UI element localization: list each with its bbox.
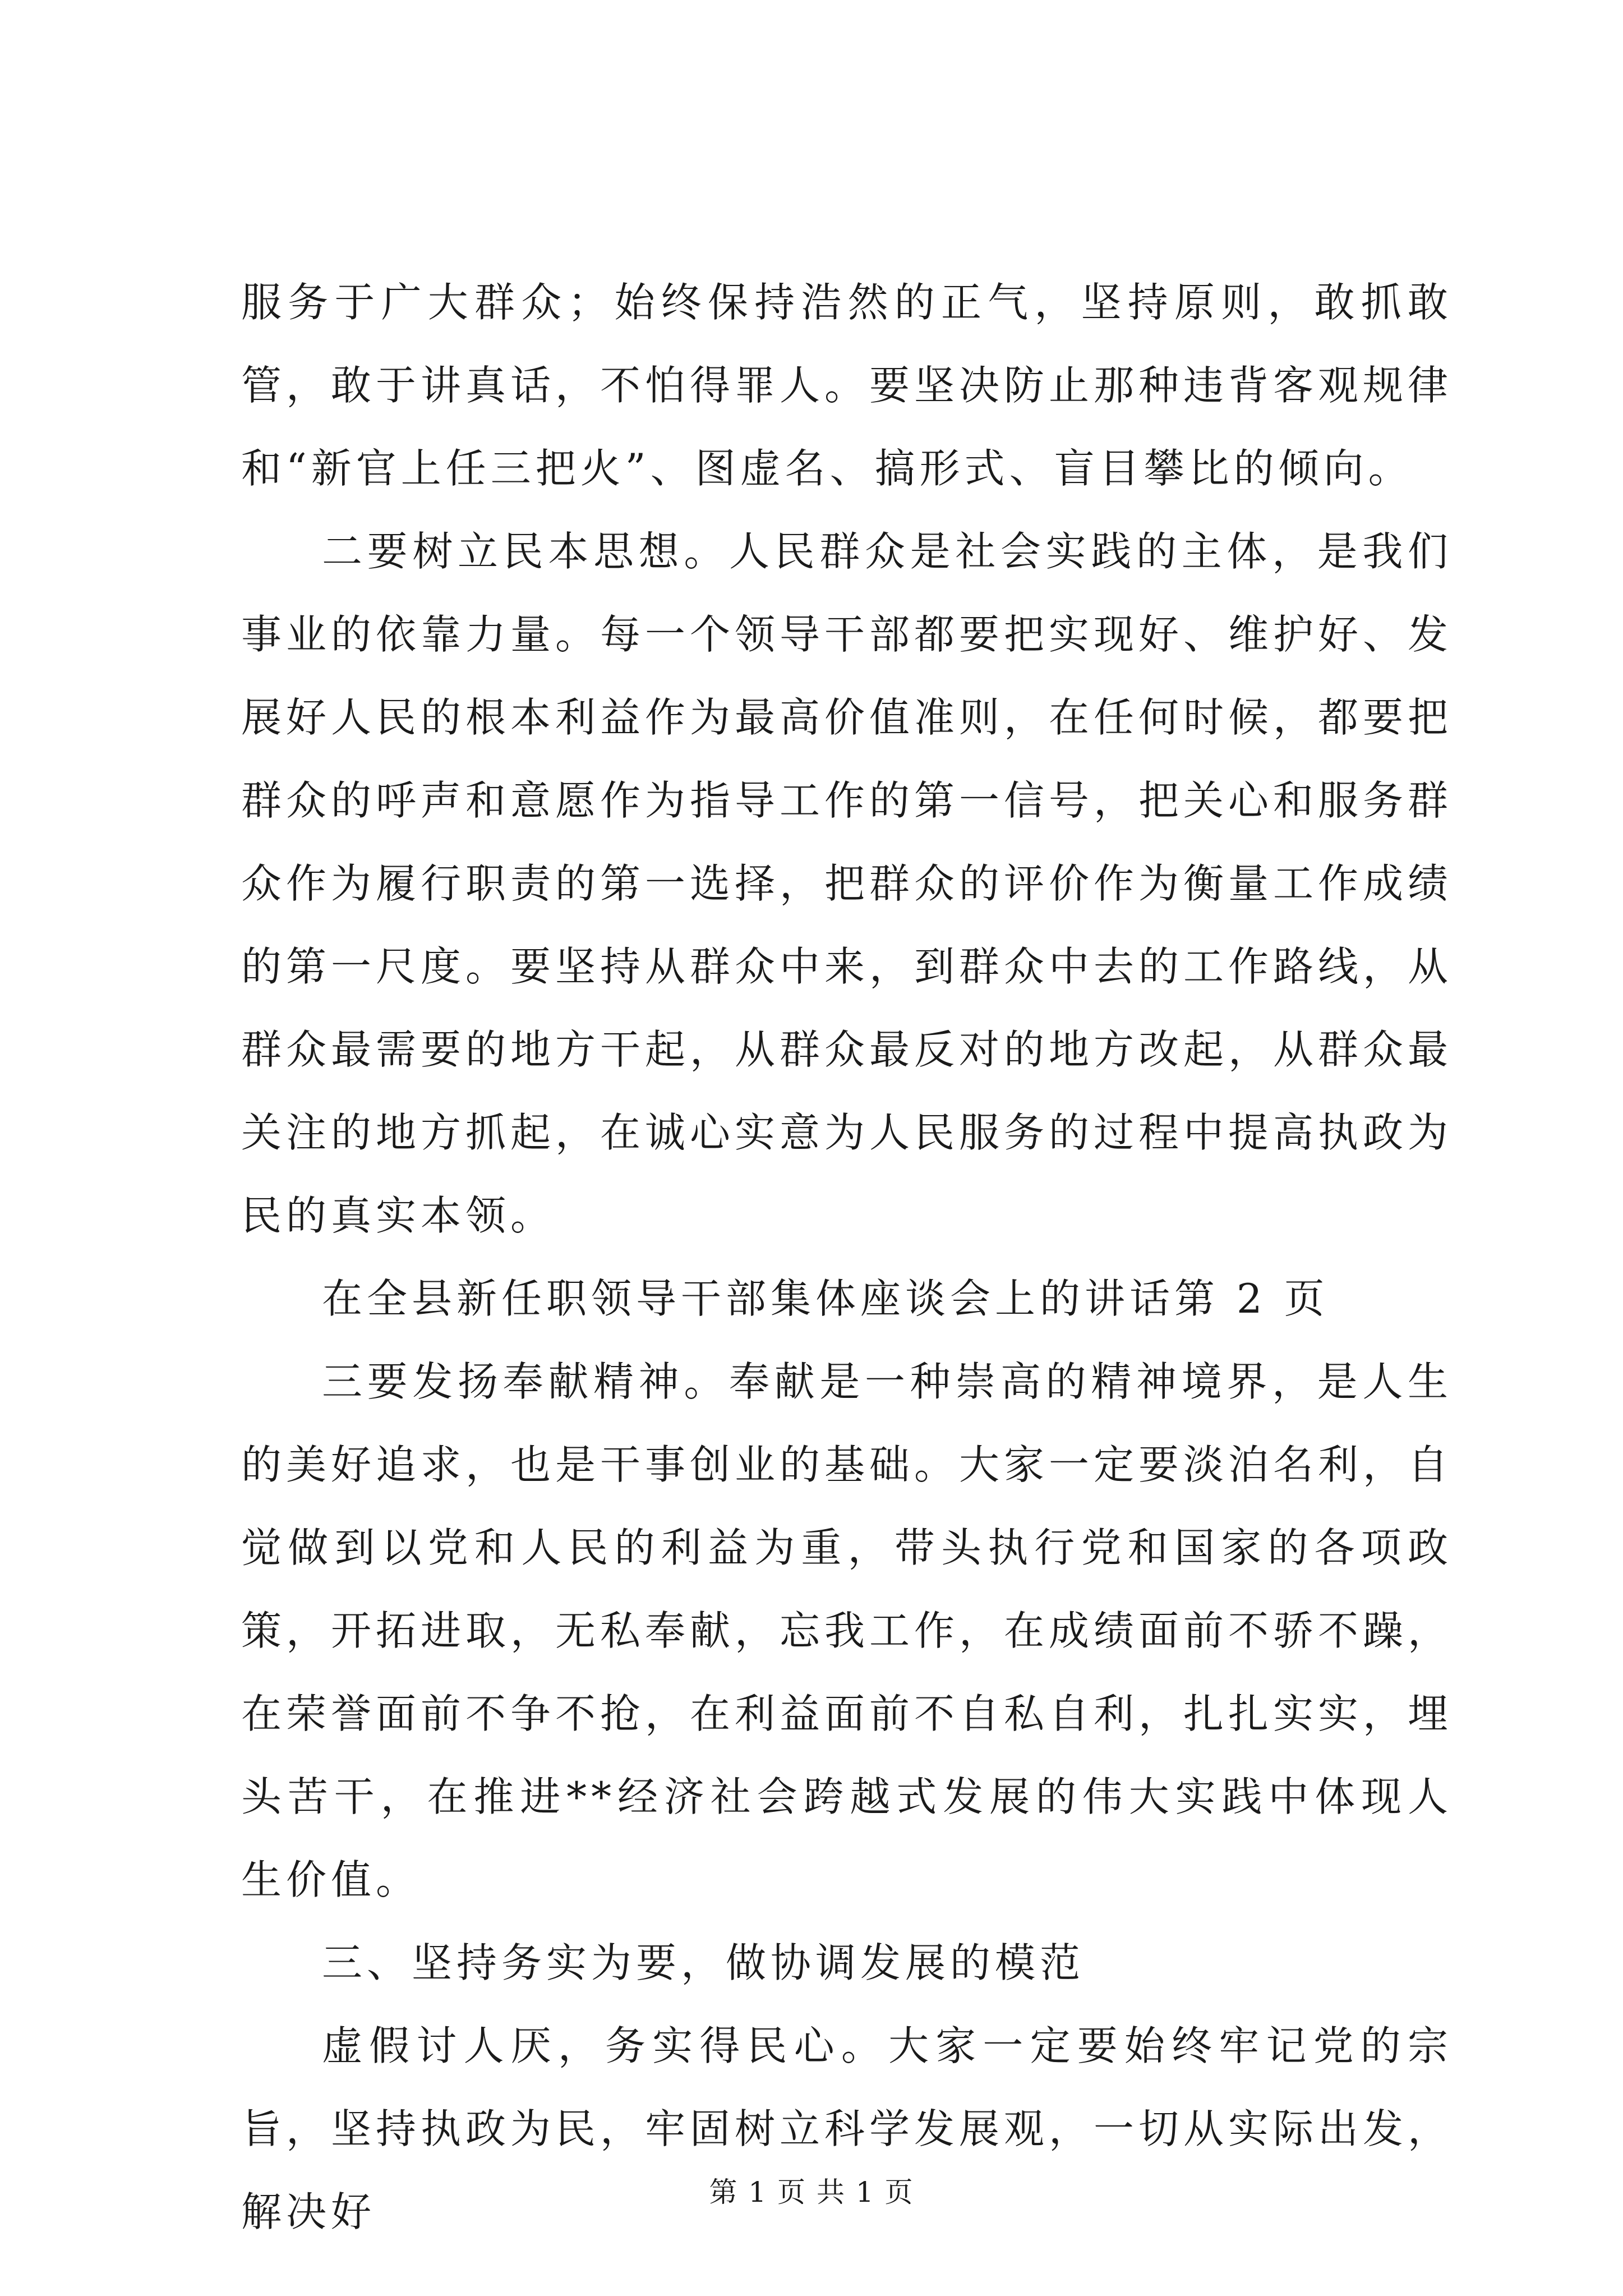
page-number-footer: 第 1 页 共 1 页 [709,2176,914,2208]
document-body [241,261,1453,2253]
section-heading-pragmatism: 三、坚持务实为要，做协调发展的模范 [322,1939,1085,1986]
paragraph-people-oriented: 二要树立民本思想。人民群众是社会实践的主体，是我们事业的依靠力量。每一个领导干部都要把实现好、维护好、发展好人民的根本利益作为最高价值准则，在任何时候，都要把群众的呼声和意愿作为指导工作的第一信号，把关心和服务群众作为履行职责的第一选择，把群众的评价作为衡量工作成绩的第一尺度。要坚持从群众中来，到群众中去的工作路线，从群众最需要的地方干起，从群众最反对的地方改起，从群众最关注的地方抓起，在诚心实意为人民服务的过程中提高执政为民的真实本领。 [241,528,1453,1239]
paragraph-dedication: 三要发扬奉献精神。奉献是一种崇高的精神境界，是人生的美好追求，也是干事创业的基础。大家一定要淡泊名利，自觉做到以党和人民的利益为重，带头执行党和国家的各项政策，开拓进取，无私奉献，忘我工作，在成绩面前不骄不躁，在荣誉面前不争不抢，在利益面前不自私自利，扎扎实实，埋头苦干，在推进**经济社会跨越式发展的伟大实践中体现人生价值。 [241,1358,1453,1903]
paragraph-continuation: 服务于广大群众；始终保持浩然的正气，坚持原则，敢抓敢管，敢于讲真话，不怕得罪人。要坚决防止那种违背客观规律和“新官上任三把火”、图虚名、搞形式、盲目攀比的倾向。 [241,279,1453,492]
paragraph-page-heading: 在全县新任职领导干部集体座谈会上的讲话第 2 页 [322,1275,1329,1322]
paragraph-pragmatism: 虚假讨人厌，务实得民心。大家一定要始终牢记党的宗旨，坚持执政为民，牢固树立科学发展观，一切从实际出发，解决好 [241,2022,1453,2235]
